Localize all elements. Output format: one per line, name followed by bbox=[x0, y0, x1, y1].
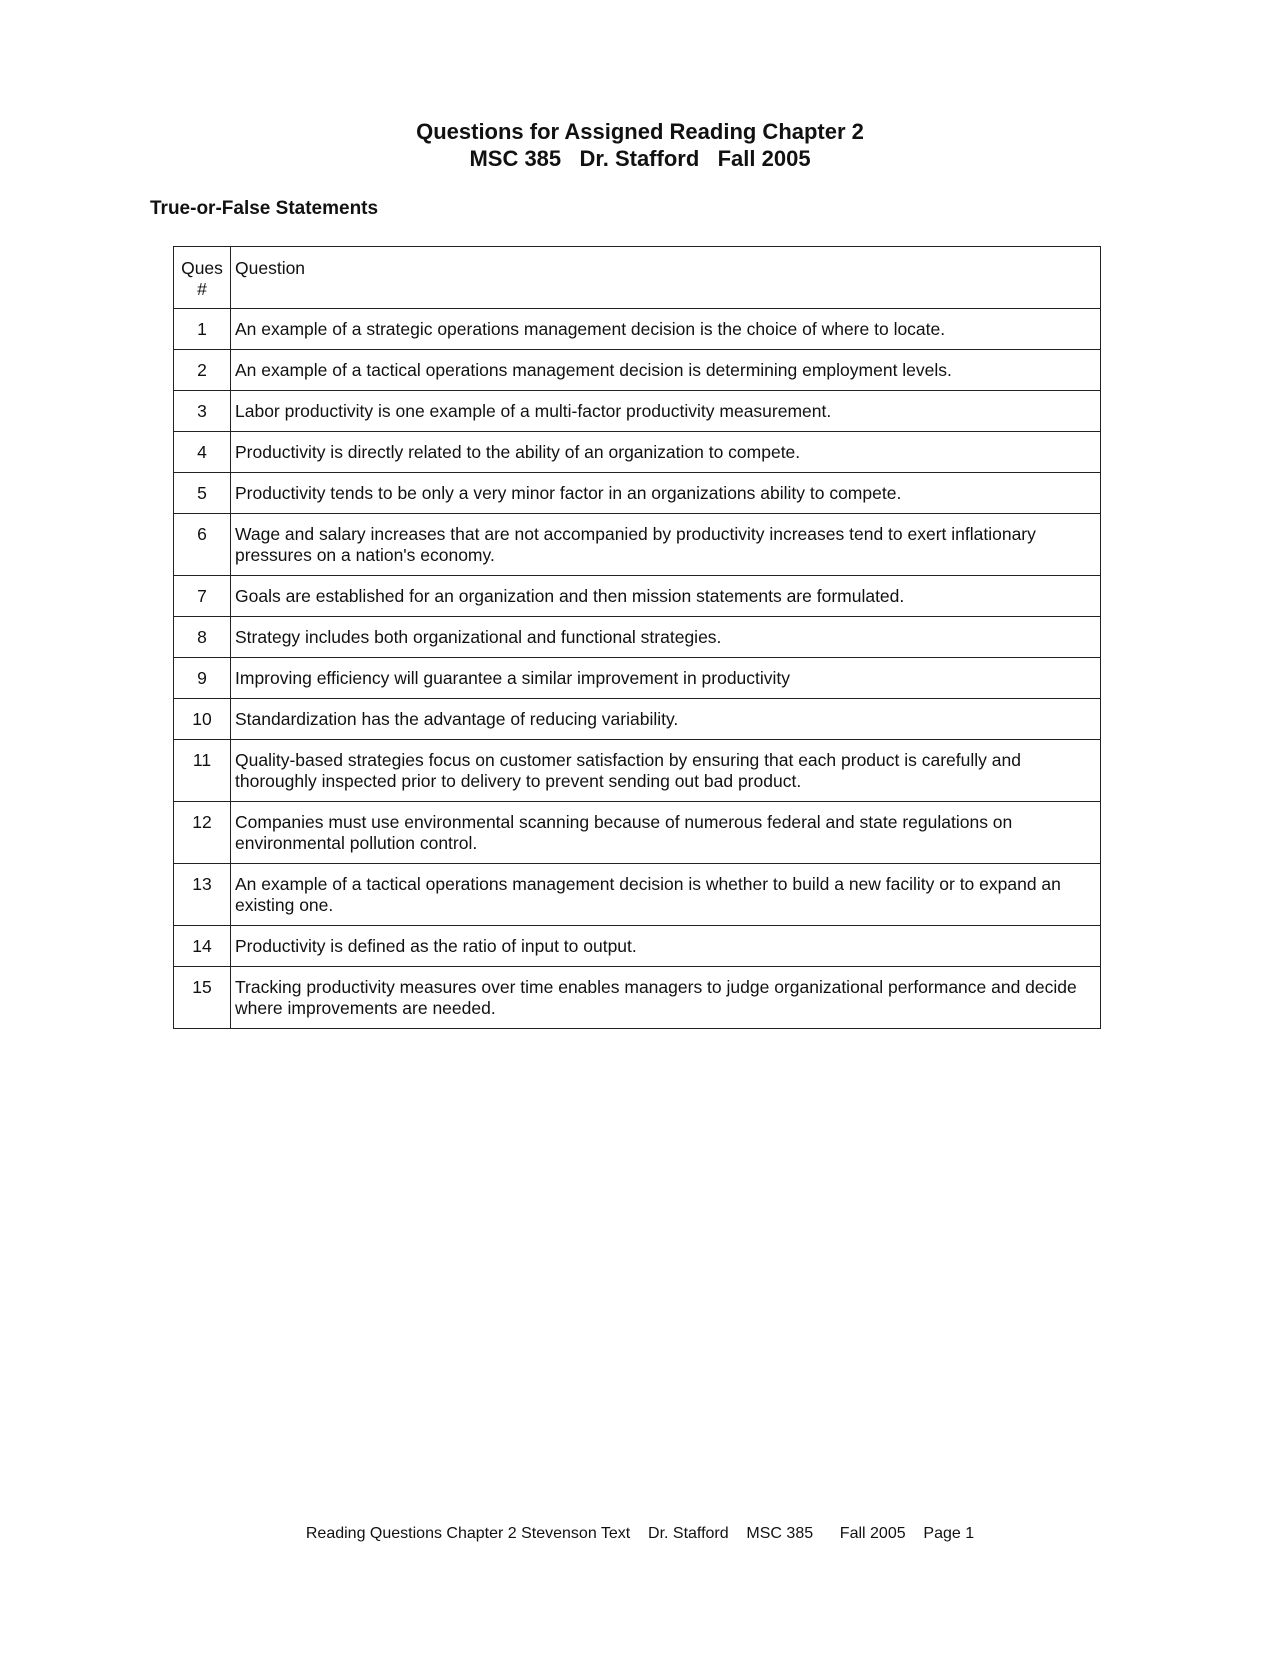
header-number-line-1: Ques bbox=[181, 258, 223, 278]
table-row bbox=[174, 740, 1101, 802]
question-number: 2 bbox=[174, 350, 231, 391]
question-text: Goals are established for an organization and then mission statements are formulated. bbox=[231, 576, 1101, 617]
table-row bbox=[174, 473, 1101, 514]
question-text: Wage and salary increases that are not accompanied by productivity increases tend to exert inflationary pressures on a nation's economy. bbox=[231, 514, 1101, 576]
question-number: 11 bbox=[174, 740, 231, 802]
page-title bbox=[0, 118, 1280, 172]
question-number: 8 bbox=[174, 617, 231, 658]
table-row bbox=[174, 926, 1101, 967]
question-text: Standardization has the advantage of reducing variability. bbox=[231, 699, 1101, 740]
questions-table bbox=[173, 246, 1101, 1029]
question-number: 13 bbox=[174, 864, 231, 926]
question-number: 7 bbox=[174, 576, 231, 617]
question-text: Labor productivity is one example of a multi-factor productivity measurement. bbox=[231, 391, 1101, 432]
header-number-line-2: # bbox=[197, 279, 207, 299]
header-question: Question bbox=[231, 247, 1101, 309]
section-heading: True-or-False Statements bbox=[150, 198, 379, 219]
question-text: Companies must use environmental scanning because of numerous federal and state regulations on environmental pollution control. bbox=[231, 802, 1101, 864]
question-text: Productivity is directly related to the ability of an organization to compete. bbox=[231, 432, 1101, 473]
table-row bbox=[174, 699, 1101, 740]
question-text: Quality-based strategies focus on customer satisfaction by ensuring that each product is carefully and thoroughly inspected prior to delivery to prevent sending out bad product. bbox=[231, 740, 1101, 802]
question-text: Tracking productivity measures over time enables managers to judge organizational performance and decide where improvements are needed. bbox=[231, 967, 1101, 1029]
question-text: An example of a tactical operations management decision is whether to build a new facility or to expand an existing one. bbox=[231, 864, 1101, 926]
table-row bbox=[174, 432, 1101, 473]
table-row bbox=[174, 576, 1101, 617]
header-question-number bbox=[174, 247, 231, 309]
question-number: 5 bbox=[174, 473, 231, 514]
question-number: 1 bbox=[174, 309, 231, 350]
title-line-2: MSC 385 Dr. Stafford Fall 2005 bbox=[469, 146, 811, 171]
question-text: An example of a strategic operations management decision is the choice of where to locate. bbox=[231, 309, 1101, 350]
table-row bbox=[174, 967, 1101, 1029]
table-row bbox=[174, 391, 1101, 432]
question-number: 9 bbox=[174, 658, 231, 699]
question-number: 10 bbox=[174, 699, 231, 740]
table-row bbox=[174, 864, 1101, 926]
table-row bbox=[174, 350, 1101, 391]
table-row bbox=[174, 309, 1101, 350]
page-footer: Reading Questions Chapter 2 Stevenson Text Dr. Stafford MSC 385 Fall 2005 Page 1 bbox=[305, 1525, 975, 1542]
question-text: An example of a tactical operations management decision is determining employment levels. bbox=[231, 350, 1101, 391]
table-row bbox=[174, 658, 1101, 699]
question-number: 4 bbox=[174, 432, 231, 473]
question-number: 14 bbox=[174, 926, 231, 967]
table-row bbox=[174, 802, 1101, 864]
title-line-1: Questions for Assigned Reading Chapter 2 bbox=[416, 119, 864, 144]
question-number: 3 bbox=[174, 391, 231, 432]
question-text: Productivity tends to be only a very minor factor in an organizations ability to compete. bbox=[231, 473, 1101, 514]
question-text: Strategy includes both organizational and functional strategies. bbox=[231, 617, 1101, 658]
table-row bbox=[174, 514, 1101, 576]
question-number: 15 bbox=[174, 967, 231, 1029]
table-row bbox=[174, 617, 1101, 658]
question-text: Improving efficiency will guarantee a similar improvement in productivity bbox=[231, 658, 1101, 699]
question-number: 12 bbox=[174, 802, 231, 864]
question-number: 6 bbox=[174, 514, 231, 576]
question-text: Productivity is defined as the ratio of input to output. bbox=[231, 926, 1101, 967]
table-header-row bbox=[174, 247, 1101, 309]
